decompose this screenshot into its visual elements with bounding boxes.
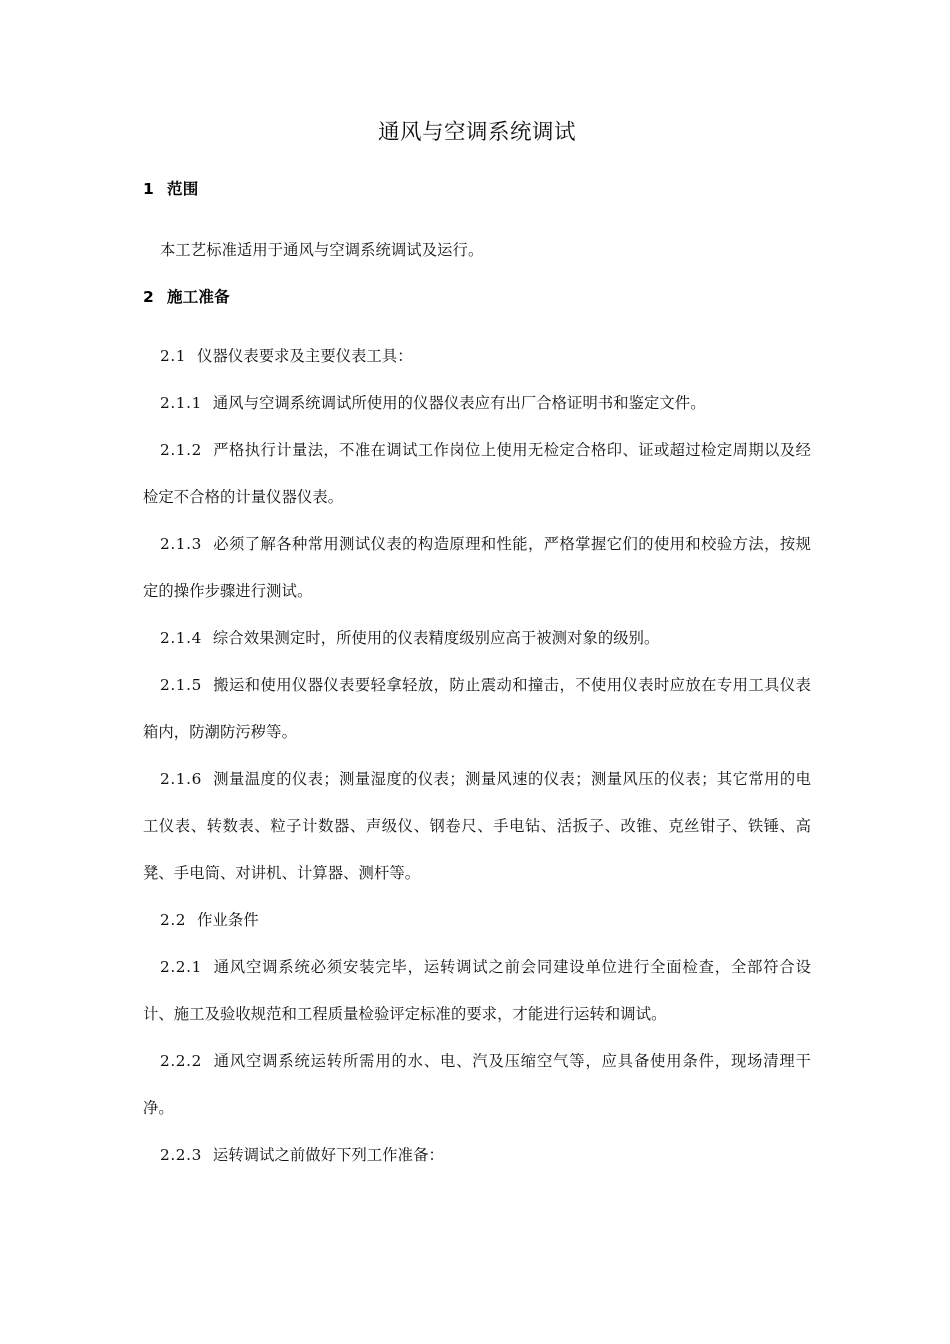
paragraph-2-1-4 <box>143 615 811 662</box>
paragraph-2-1-6 <box>143 756 811 897</box>
spacer <box>143 274 811 286</box>
paragraph-text: 本工艺标准适用于通风与空调系统调试及运行。 <box>160 241 484 259</box>
paragraph-text: 必须了解各种常用测试仪表的构造原理和性能，严格掌握它们的使用和校验方法，按规定的操作步骤进行测试。 <box>143 535 811 600</box>
paragraph-2-1-2 <box>143 427 811 521</box>
section-number: 1 <box>143 180 154 198</box>
paragraph-label: 2.1.5 <box>160 676 202 694</box>
paragraph-2-1-3 <box>143 521 811 615</box>
paragraph-label: 2.1.2 <box>160 441 202 459</box>
section-title: 施工准备 <box>167 288 230 306</box>
paragraph-text: 运转调试之前做好下列工作准备： <box>212 1146 444 1164</box>
paragraph-label: 2.1.1 <box>160 394 202 412</box>
paragraph-text: 严格执行计量法，不准在调试工作岗位上使用无检定合格印、证或超过检定周期以及经检定不合格的计量仪器仪表。 <box>143 441 811 506</box>
paragraph-text: 作业条件 <box>197 911 259 929</box>
paragraph-2-2 <box>143 897 811 944</box>
paragraph-2-1 <box>143 333 811 380</box>
paragraph-2-1-5 <box>143 662 811 756</box>
paragraph-text: 仪器仪表要求及主要仪表工具： <box>197 347 413 365</box>
paragraph-label: 2.2 <box>160 911 187 929</box>
paragraph-label: 2.2.1 <box>160 958 202 976</box>
paragraph-2-2-2 <box>143 1038 811 1132</box>
paragraph-2-1-1 <box>143 380 811 427</box>
spacer <box>143 308 811 333</box>
paragraph-text: 通风与空调系统调试所使用的仪器仪表应有出厂合格证明书和鉴定文件。 <box>212 394 706 412</box>
page-title: 通风与空调系统调试 <box>377 120 576 145</box>
paragraph-text: 通风空调系统必须安装完毕，运转调试之前会同建设单位进行全面检查，全部符合设计、施工及验收规范和工程质量检验评定标准的要求，才能进行运转和调试。 <box>143 958 811 1023</box>
paragraph-text: 测量温度的仪表；测量湿度的仪表；测量风速的仪表；测量风压的仪表；其它常用的电工仪表、转数表、粒子计数器、声级仪、钢卷尺、手电钻、活扳子、改锥、克丝钳子、铁锤、高凳、手电筒、对讲机、计算器、测杆等。 <box>143 770 811 882</box>
paragraph-scope-body <box>143 227 811 274</box>
section-heading-1 <box>143 178 811 200</box>
section-title: 范围 <box>167 180 199 198</box>
paragraph-2-2-1 <box>143 944 811 1038</box>
paragraph-label: 2.1.4 <box>160 629 202 647</box>
paragraph-label: 2.1.6 <box>160 770 202 788</box>
section-number: 2 <box>143 288 154 306</box>
section-heading-2 <box>143 286 811 308</box>
paragraph-label: 2.1 <box>160 347 187 365</box>
spacer <box>143 200 811 227</box>
paragraph-text: 综合效果测定时，所使用的仪表精度级别应高于被测对象的级别。 <box>212 629 660 647</box>
document-body <box>143 118 811 1179</box>
paragraph-2-2-3 <box>143 1132 811 1179</box>
paragraph-label: 2.2.3 <box>160 1146 202 1164</box>
paragraph-label: 2.2.2 <box>160 1052 202 1070</box>
paragraph-text: 搬运和使用仪器仪表要轻拿轻放，防止震动和撞击，不使用仪表时应放在专用工具仪表箱内，防潮防污秽等。 <box>143 676 811 741</box>
paragraph-text: 通风空调系统运转所需用的水、电、汽及压缩空气等，应具备使用条件，现场清理干净。 <box>143 1052 811 1117</box>
paragraph-label: 2.1.3 <box>160 535 202 553</box>
